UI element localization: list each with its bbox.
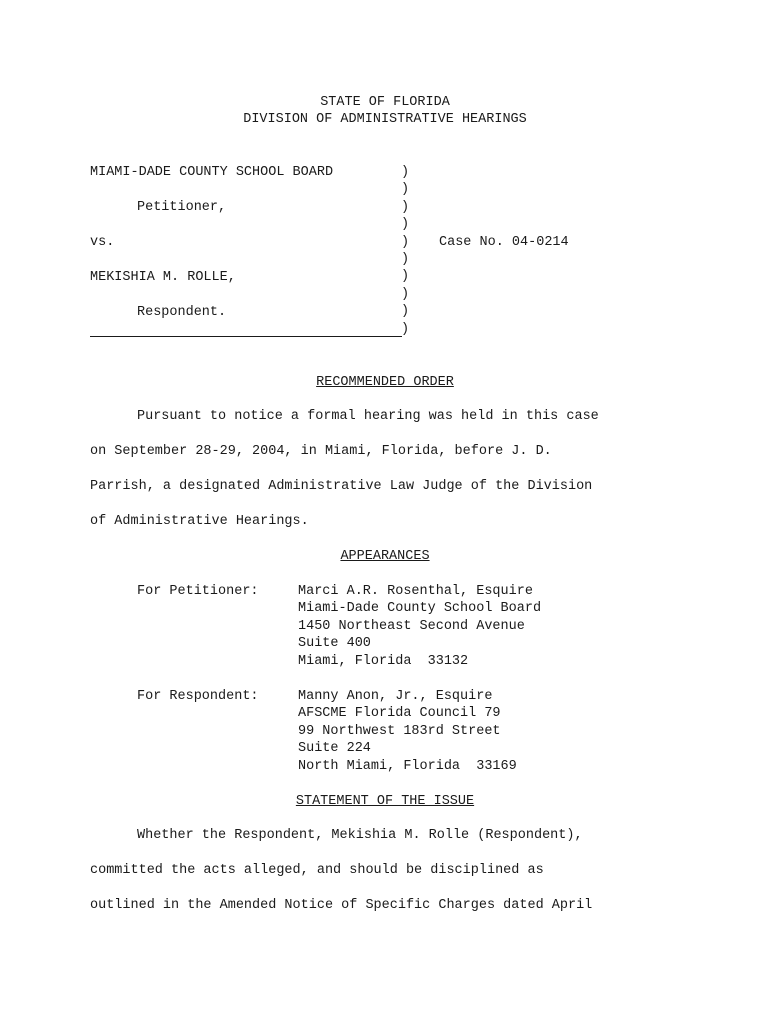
issue-line: Whether the Respondent, Mekishia M. Rolle (Respondent),: [137, 828, 583, 843]
petitioner-counsel-line: Suite 400: [298, 636, 371, 651]
respondent-name: MEKISHIA M. ROLLE,: [90, 270, 236, 285]
intro-line: of Administrative Hearings.: [90, 514, 309, 529]
petitioner-counsel-line: 1450 Northeast Second Avenue: [298, 619, 525, 634]
caption-underline: [90, 336, 402, 337]
case-number: Case No. 04-0214: [439, 235, 569, 250]
respondent-counsel-line: Manny Anon, Jr., Esquire: [298, 689, 493, 704]
respondent-counsel-line: Suite 224: [298, 741, 371, 756]
intro-line: on September 28-29, 2004, in Miami, Florida, before J. D.: [90, 444, 552, 459]
appearances-heading: APPEARANCES: [340, 549, 430, 564]
petitioner-counsel-line: Marci A.R. Rosenthal, Esquire: [298, 584, 533, 599]
respondent-counsel-line: 99 Northwest 183rd Street: [298, 724, 501, 739]
state-heading: STATE OF FLORIDA: [320, 95, 450, 110]
intro-line: Parrish, a designated Administrative Law Judge of the Division: [90, 479, 593, 494]
petitioner-counsel-line: Miami-Dade County School Board: [298, 601, 542, 616]
respondent-counsel-line: North Miami, Florida 33169: [298, 759, 517, 774]
respondent-counsel-line: AFSCME Florida Council 79: [298, 706, 501, 721]
petitioner-counsel-label: For Petitioner:: [137, 584, 259, 599]
respondent-counsel-label: For Respondent:: [137, 689, 259, 704]
versus-label: vs.: [90, 235, 115, 250]
intro-line: Pursuant to notice a formal hearing was held in this case: [137, 409, 599, 424]
issue-heading: STATEMENT OF THE ISSUE: [295, 794, 475, 809]
petitioner-name: MIAMI-DADE COUNTY SCHOOL BOARD: [90, 165, 334, 180]
respondent-role: Respondent.: [137, 305, 227, 320]
petitioner-counsel-line: Miami, Florida 33132: [298, 654, 469, 669]
division-heading: DIVISION OF ADMINISTRATIVE HEARINGS: [243, 112, 527, 127]
order-title: RECOMMENDED ORDER: [316, 375, 454, 390]
issue-line: committed the acts alleged, and should be disciplined as: [90, 863, 544, 878]
issue-line: outlined in the Amended Notice of Specific Charges dated April: [90, 898, 593, 913]
caption-paren-column: ) ) ) ) ) ) ) ) ) ): [401, 165, 410, 337]
petitioner-role: Petitioner,: [137, 200, 227, 215]
